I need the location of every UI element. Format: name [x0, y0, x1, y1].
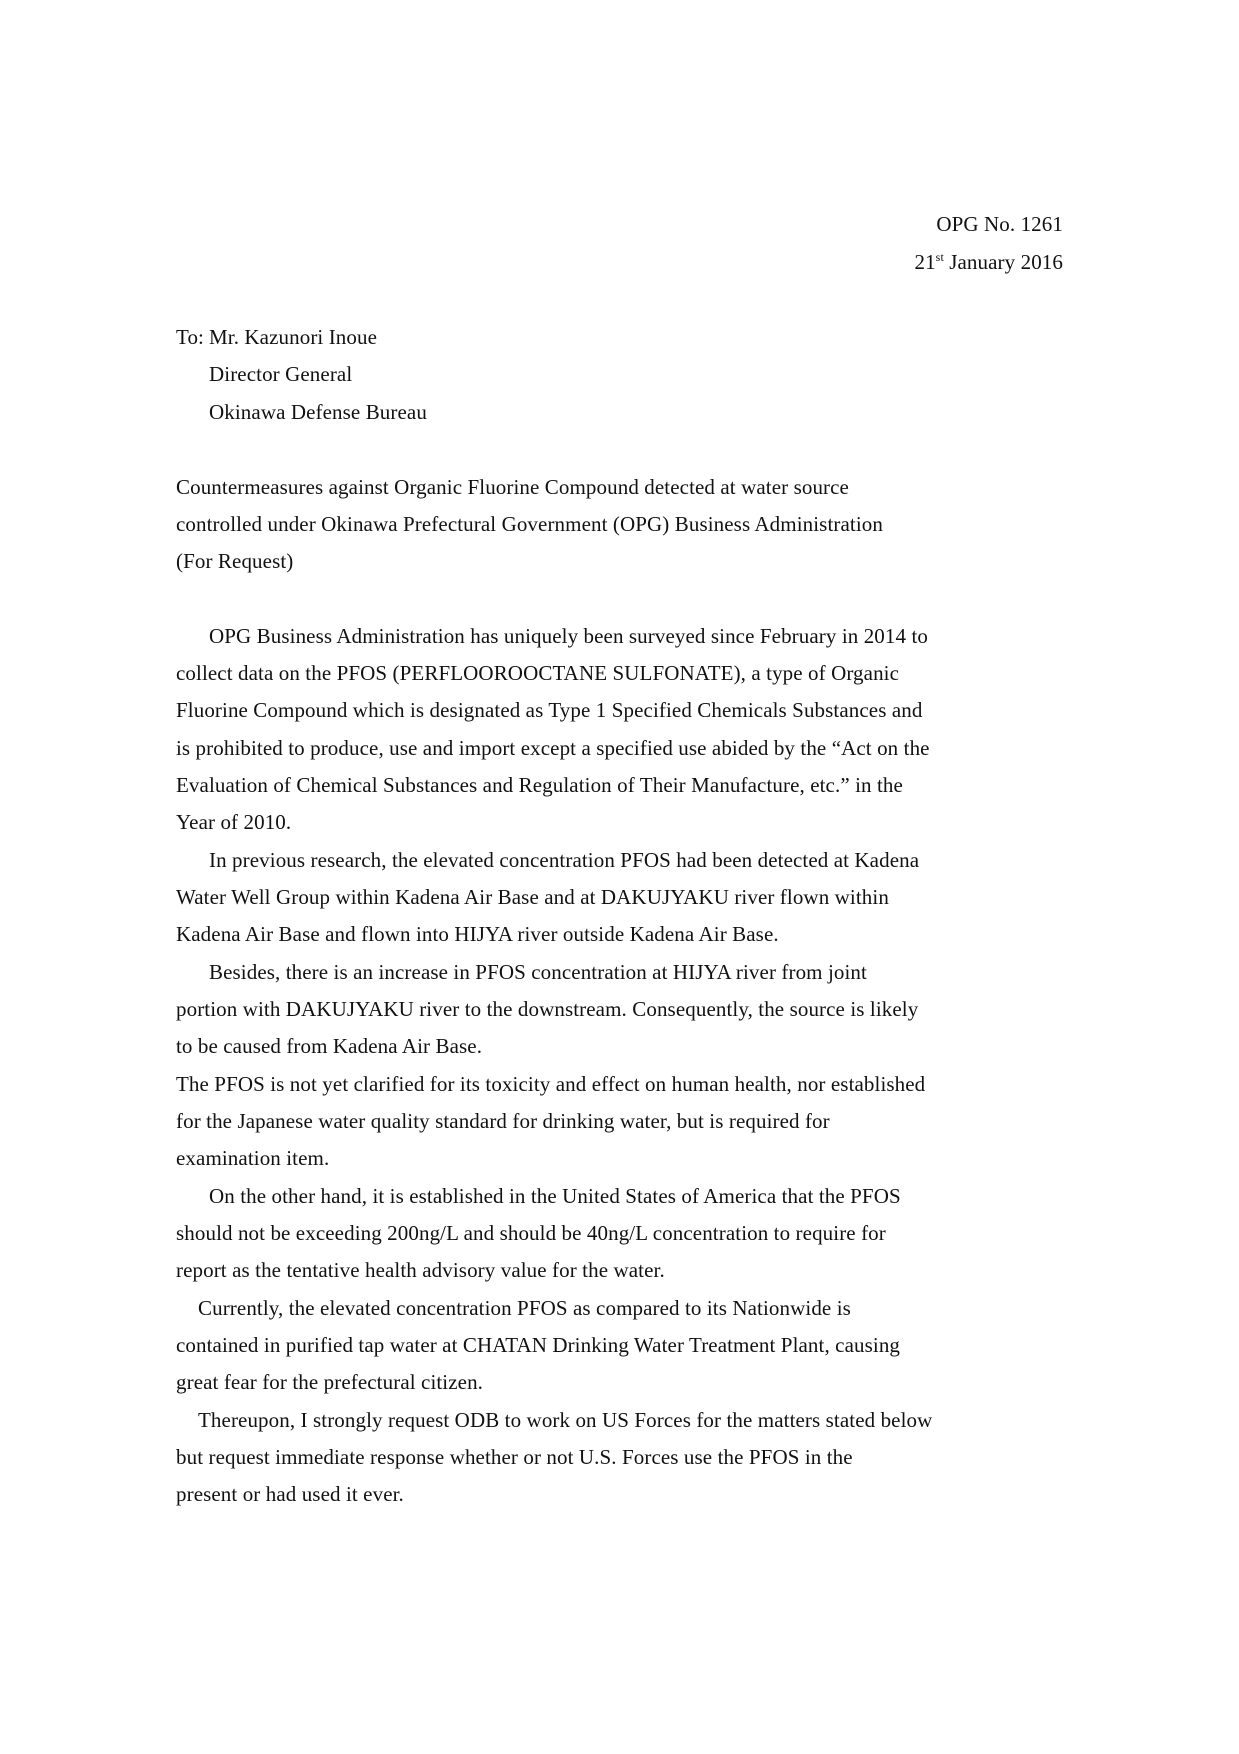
body-line: collect data on the PFOS (PERFLOOROOCTANE SULFONATE), a type of Organic — [176, 661, 900, 685]
body-line: Year of 2010. — [176, 810, 292, 834]
body-line: The PFOS is not yet clarified for its toxicity and effect on human health, nor established — [176, 1072, 926, 1096]
body-line: but request immediate response whether or not U.S. Forces use the PFOS in the — [176, 1445, 853, 1469]
date-ordinal-suffix: st — [935, 250, 944, 264]
addressee-name: Mr. Kazunori Inoue — [209, 325, 378, 349]
body-line: for the Japanese water quality standard for drinking water, but is required for — [176, 1109, 830, 1133]
body-line: portion with DAKUJYAKU river to the downstream. Consequently, the source is likely — [176, 997, 919, 1021]
body-line: report as the tentative health advisory value for the water. — [176, 1258, 665, 1282]
addressee-prefix: To: — [176, 325, 204, 349]
date-month-year: January 2016 — [943, 250, 1063, 274]
body-line: On the other hand, it is established in the United States of America that the PFOS — [209, 1184, 901, 1208]
body-line: should not be exceeding 200ng/L and should be 40ng/L concentration to require for — [176, 1221, 886, 1245]
body-line: is prohibited to produce, use and import except a specified use abided by the “Act on the — [176, 736, 930, 760]
body-line: Water Well Group within Kadena Air Base and at DAKUJYAKU river flown within — [176, 885, 889, 909]
body-line: Evaluation of Chemical Substances and Regulation of Their Manufacture, etc.” in the — [176, 773, 903, 797]
body-line: Fluorine Compound which is designated as Type 1 Specified Chemicals Substances and — [176, 698, 923, 722]
subject-line: controlled under Okinawa Prefectural Government (OPG) Business Administration — [176, 512, 883, 536]
letter-date — [914, 250, 1063, 274]
date-day: 21 — [914, 250, 936, 274]
body-line: to be caused from Kadena Air Base. — [176, 1034, 483, 1058]
reference-number: OPG No. 1261 — [936, 212, 1063, 236]
body-line: present or had used it ever. — [176, 1482, 404, 1506]
body-line: Besides, there is an increase in PFOS concentration at HIJYA river from joint — [209, 960, 867, 984]
body-line: Kadena Air Base and flown into HIJYA river outside Kadena Air Base. — [176, 922, 779, 946]
subject-line: Countermeasures against Organic Fluorine Compound detected at water source — [176, 475, 849, 499]
addressee-title: Director General — [209, 362, 353, 386]
subject-line: (For Request) — [176, 549, 294, 573]
body-line: Thereupon, I strongly request ODB to work on US Forces for the matters stated below — [198, 1408, 933, 1432]
body-line: contained in purified tap water at CHATAN Drinking Water Treatment Plant, causing — [176, 1333, 901, 1357]
body-line: In previous research, the elevated concentration PFOS had been detected at Kadena — [209, 848, 920, 872]
body-line: Currently, the elevated concentration PFOS as compared to its Nationwide is — [198, 1296, 851, 1320]
body-line: examination item. — [176, 1146, 330, 1170]
body-line: OPG Business Administration has uniquely been surveyed since February in 2014 to — [209, 624, 928, 648]
addressee-organization: Okinawa Defense Bureau — [209, 400, 427, 424]
body-line: great fear for the prefectural citizen. — [176, 1370, 484, 1394]
